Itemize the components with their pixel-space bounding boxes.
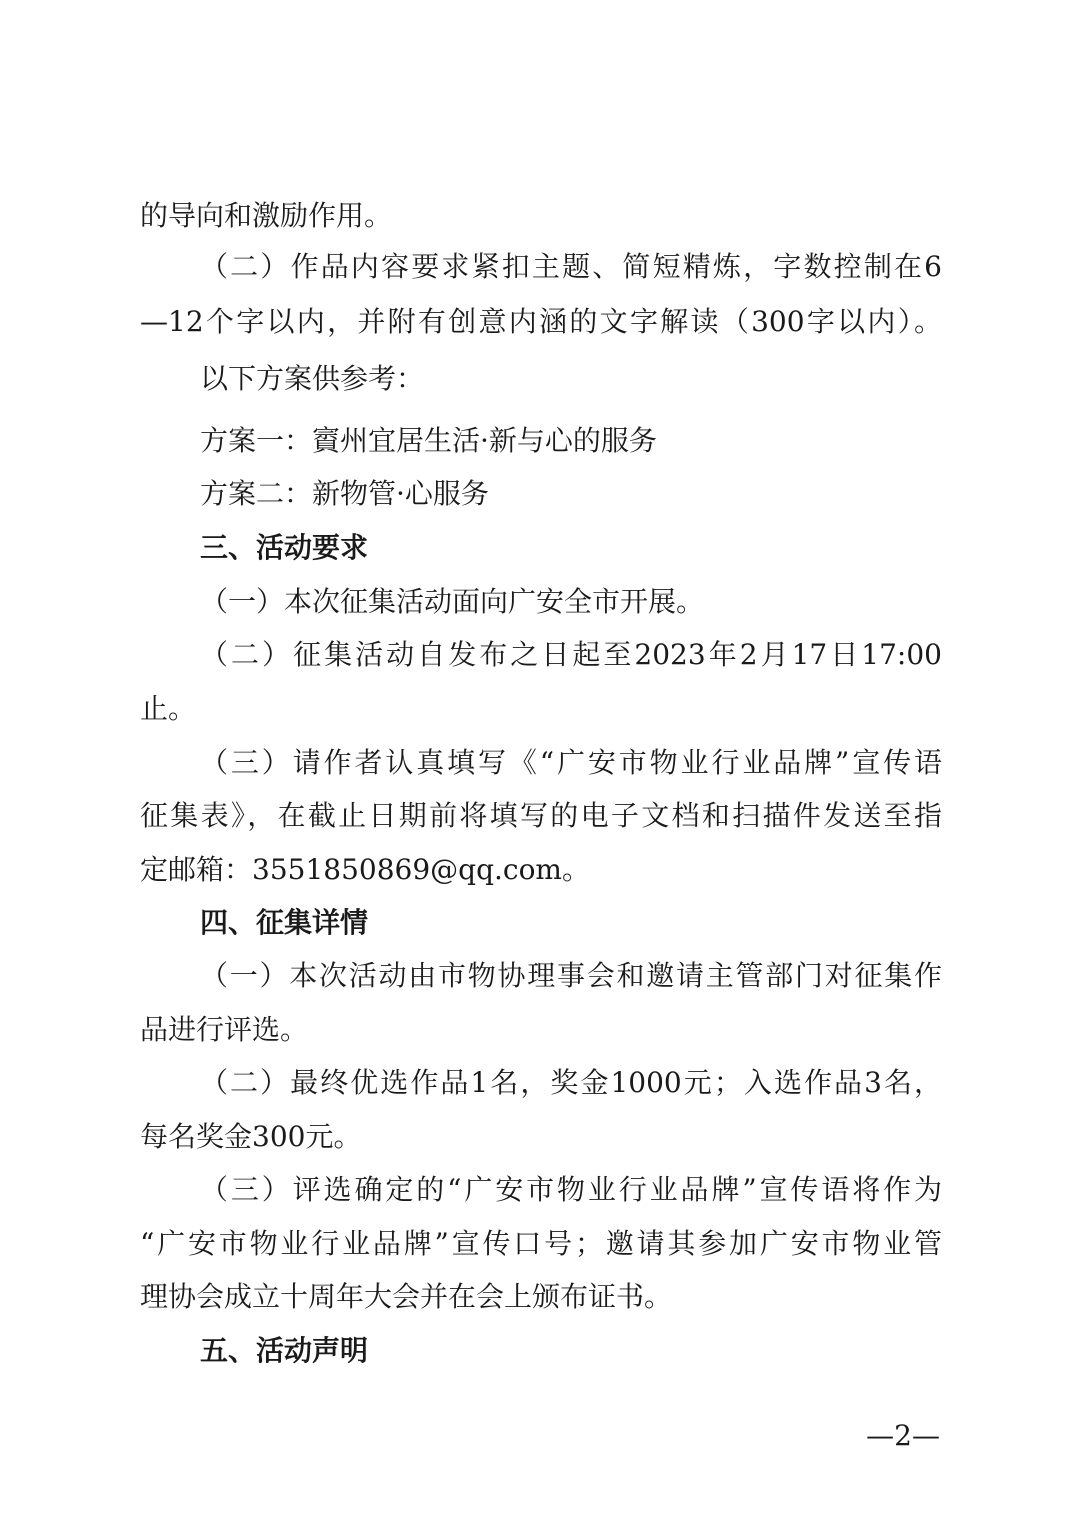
paragraph-line-detail-2: （二）最终优选作品1名，奖金1000元；入选作品3名， [200,1066,942,1099]
paragraph-line-reference: 以下方案供参考： [200,362,425,395]
page-number: —2— [866,1419,940,1452]
section-heading-details: 四、征集详情 [200,906,369,939]
option-one-line: 方案一：賨州宜居生活·新与心的服务 [200,424,657,457]
paragraph-line-req-2: （二）征集活动自发布之日起至2023年2月17日17:00 [200,638,942,671]
paragraph-line-detail-3: （三）评选确定的“广安市物业行业品牌”宣传语将作为 [200,1173,942,1206]
paragraph-line-detail-3-end: 理协会成立十周年大会并在会上颁布证书。 [140,1280,673,1313]
paragraph-line-detail-3-cont: “广安市物业行业品牌”宣传口号；邀请其参加广安市物业管 [140,1227,942,1260]
paragraph-line-req-3: （三）请作者认真填写《“广安市物业行业品牌”宣传语 [200,746,942,779]
section-heading-statement: 五、活动声明 [200,1334,369,1367]
paragraph-line-req-3-cont: 征集表》，在截止日期前将填写的电子文档和扫描件发送至指 [140,799,942,832]
paragraph-line-req-3-email: 定邮箱：3551850869@qq.com。 [140,853,590,886]
paragraph-line-req-2-cont: 止。 [140,692,197,725]
paragraph-line-item-2-content-cont: —12个字以内，并附有创意内涵的文字解读（300字以内）。 [140,305,942,338]
paragraph-line-continuation: 的导向和激励作用。 [140,199,393,232]
paragraph-line-detail-2-cont: 每名奖金300元。 [140,1120,362,1153]
paragraph-line-detail-1: （一）本次活动由市物协理事会和邀请主管部门对征集作 [200,959,942,992]
section-heading-requirements: 三、活动要求 [200,531,369,564]
paragraph-line-req-1: （一）本次征集活动面向广安全市开展。 [200,585,705,618]
paragraph-line-item-2-content: （二）作品内容要求紧扣主题、简短精炼，字数控制在6 [200,250,942,283]
option-two-line: 方案二：新物管·心服务 [200,477,489,510]
paragraph-line-detail-1-cont: 品进行评选。 [140,1013,309,1046]
